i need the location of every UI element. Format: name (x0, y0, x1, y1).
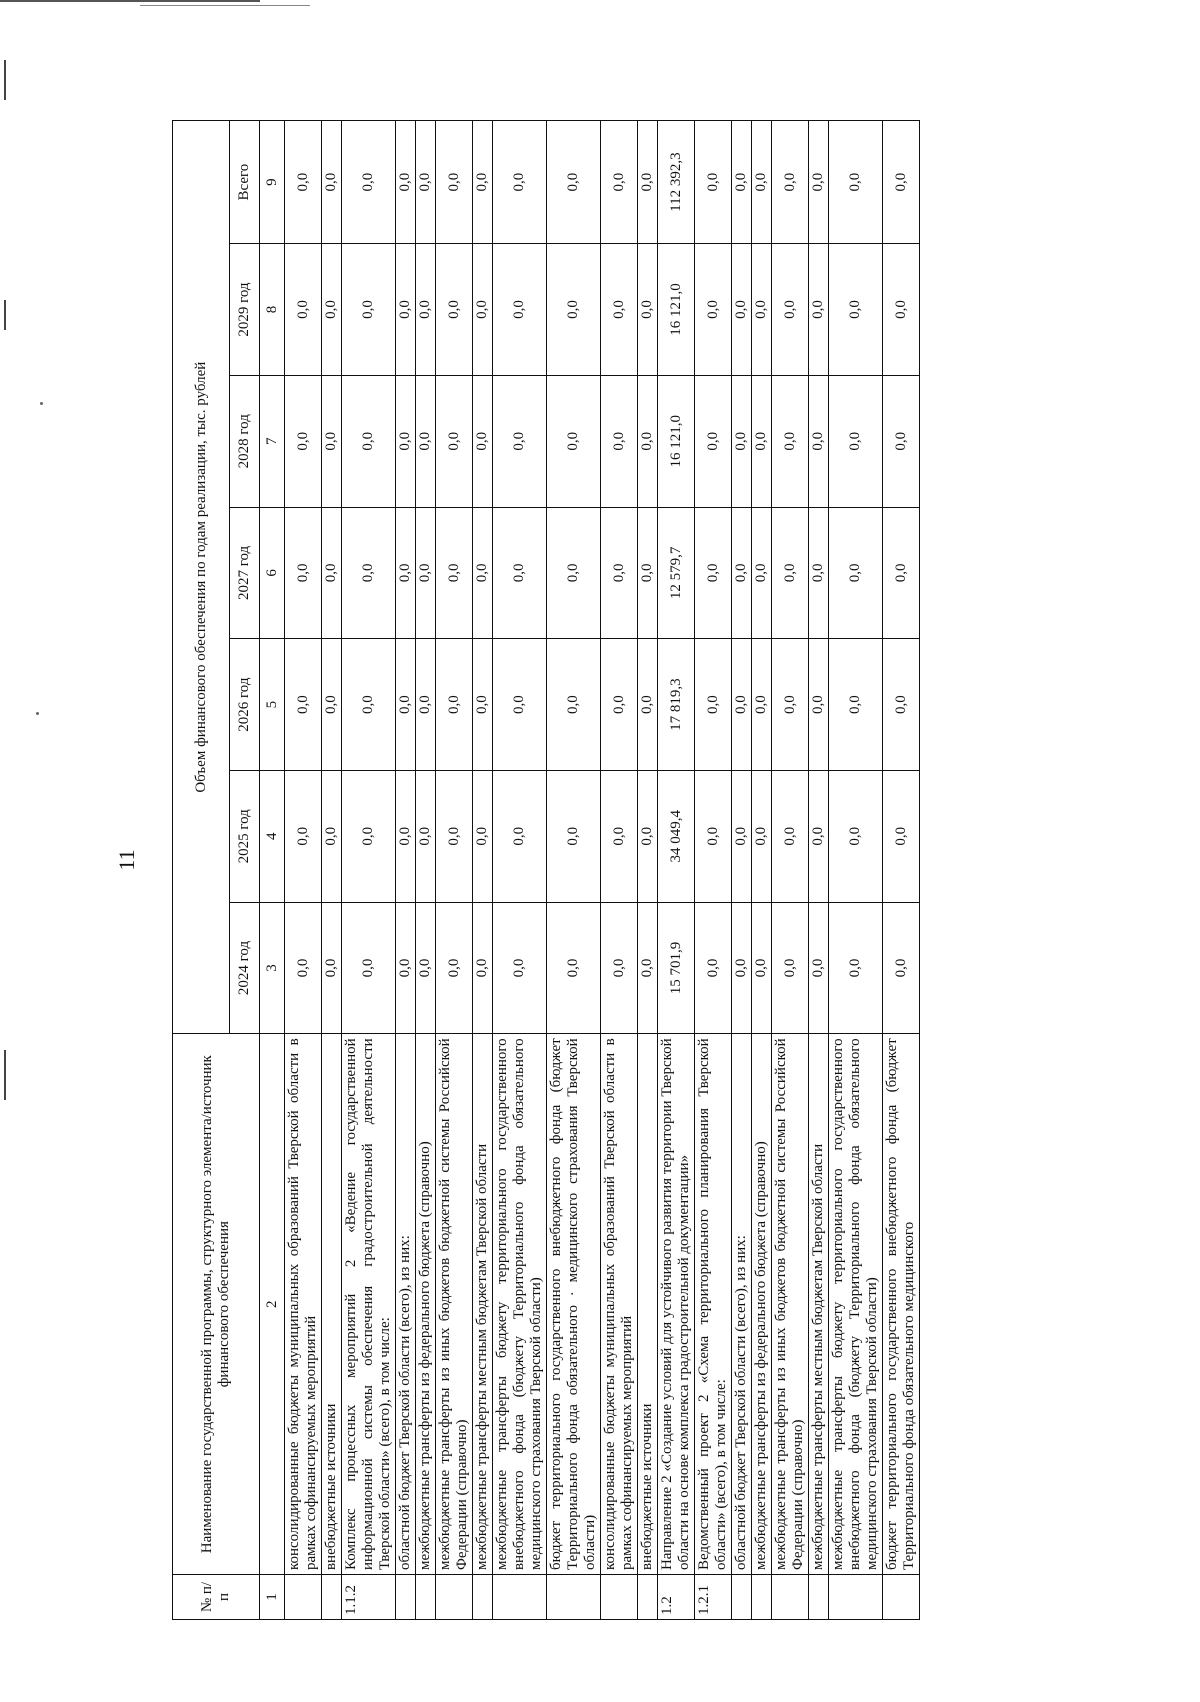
row-value: 0,0 (322, 244, 342, 376)
row-value: 0,0 (473, 244, 493, 376)
row-value: 0,0 (883, 770, 920, 902)
row-number (752, 1575, 772, 1620)
row-value: 0,0 (809, 244, 829, 376)
row-value: 0,0 (416, 902, 436, 1034)
row-number (322, 1575, 342, 1620)
row-value: 0,0 (752, 375, 772, 507)
row-number (638, 1575, 658, 1620)
row-value: 0,0 (436, 244, 473, 376)
row-value: 0,0 (601, 507, 638, 639)
header-year: 2024 год (230, 902, 260, 1034)
row-name: межбюджетные трансферты из иных бюджетов бюджетной системы Российской Федерации (справочно) (772, 1034, 809, 1575)
row-name: бюджет территориального государственного внебюджетного фонда (бюджет Территориального фонда обязательного · медицинского страхования Тверской области) (547, 1034, 601, 1575)
row-value: 0,0 (695, 375, 732, 507)
row-value: 0,0 (493, 375, 547, 507)
row-value: 0,0 (732, 121, 752, 244)
table-row (416, 121, 436, 1620)
row-value: 0,0 (285, 121, 322, 244)
row-value: 0,0 (473, 770, 493, 902)
row-number (493, 1575, 547, 1620)
row-value: 0,0 (638, 507, 658, 639)
row-value: 0,0 (752, 902, 772, 1034)
header-column-index: 9 (260, 121, 285, 244)
header-column-index: 8 (260, 244, 285, 376)
row-value: 0,0 (601, 121, 638, 244)
row-value: 0,0 (547, 121, 601, 244)
row-value: 0,0 (547, 902, 601, 1034)
row-value: 0,0 (547, 507, 601, 639)
row-value: 0,0 (809, 507, 829, 639)
row-value: 0,0 (322, 770, 342, 902)
header-year: 2026 год (230, 639, 260, 771)
row-number (883, 1575, 920, 1620)
header-year: 2025 год (230, 770, 260, 902)
row-number (547, 1575, 601, 1620)
row-value: 0,0 (342, 507, 396, 639)
table-row (772, 121, 809, 1620)
row-number (396, 1575, 416, 1620)
row-value: 0,0 (601, 375, 638, 507)
row-value: 0,0 (732, 375, 752, 507)
row-value: 0,0 (829, 121, 883, 244)
table-row (493, 121, 547, 1620)
row-value: 0,0 (829, 770, 883, 902)
row-number (809, 1575, 829, 1620)
row-number (772, 1575, 809, 1620)
row-value: 0,0 (342, 902, 396, 1034)
row-name: межбюджетные трансферты из иных бюджетов бюджетной системы Российской Федерации (справочно) (436, 1034, 473, 1575)
row-value: 0,0 (601, 770, 638, 902)
row-value: 0,0 (322, 639, 342, 771)
row-value: 0,0 (436, 770, 473, 902)
row-value: 0,0 (772, 375, 809, 507)
row-value: 15 701,9 (658, 902, 695, 1034)
table-row (658, 121, 695, 1620)
row-name: межбюджетные трансферты местным бюджетам Тверской области (473, 1034, 493, 1575)
row-value: 0,0 (436, 639, 473, 771)
row-value: 0,0 (473, 121, 493, 244)
row-number (829, 1575, 883, 1620)
row-number (416, 1575, 436, 1620)
row-value: 0,0 (809, 770, 829, 902)
row-value: 0,0 (285, 244, 322, 376)
table-row (547, 121, 601, 1620)
row-value: 0,0 (883, 639, 920, 771)
row-value: 0,0 (772, 902, 809, 1034)
row-value: 0,0 (829, 507, 883, 639)
row-number: 1.2.1 (695, 1575, 732, 1620)
header-name: Наименование государственной программы, структурного элемента/источник финансового обеспечения (173, 1034, 260, 1575)
row-value: 0,0 (473, 639, 493, 771)
row-value: 0,0 (695, 507, 732, 639)
row-value: 0,0 (732, 244, 752, 376)
row-value: 0,0 (396, 121, 416, 244)
row-value: 0,0 (342, 639, 396, 771)
row-name: областной бюджет Тверской области (всего), из них: (396, 1034, 416, 1575)
row-name: бюджет территориального государственного внебюджетного фонда (бюджет Территориального фонда обязательного медицинского (883, 1034, 920, 1575)
row-value: 0,0 (416, 639, 436, 771)
row-value: 0,0 (396, 507, 416, 639)
row-value: 0,0 (695, 121, 732, 244)
row-name: областной бюджет Тверской области (всего), из них: (732, 1034, 752, 1575)
table-row (809, 121, 829, 1620)
row-value: 0,0 (342, 770, 396, 902)
header-column-index: 5 (260, 639, 285, 771)
row-value: 0,0 (601, 244, 638, 376)
row-value: 0,0 (436, 902, 473, 1034)
row-value: 0,0 (772, 639, 809, 771)
row-name: внебюджетные источники (638, 1034, 658, 1575)
header-column-index: 7 (260, 375, 285, 507)
row-value: 0,0 (829, 375, 883, 507)
header-column-index: 2 (260, 1034, 285, 1575)
row-name: межбюджетные трансферты из федерального бюджета (справочно) (416, 1034, 436, 1575)
row-value: 0,0 (752, 507, 772, 639)
row-value: 0,0 (732, 902, 752, 1034)
row-value: 0,0 (416, 770, 436, 902)
table-row (473, 121, 493, 1620)
row-number: 1.1.2 (342, 1575, 396, 1620)
row-number (285, 1575, 322, 1620)
row-value: 0,0 (772, 244, 809, 376)
table-row (342, 121, 396, 1620)
row-value: 0,0 (342, 375, 396, 507)
row-value: 0,0 (638, 902, 658, 1034)
row-value: 0,0 (809, 639, 829, 771)
table-row (436, 121, 473, 1620)
row-value: 0,0 (772, 770, 809, 902)
header-year: 2029 год (230, 244, 260, 376)
row-value: 0,0 (638, 121, 658, 244)
table-row (285, 121, 322, 1620)
financing-table (172, 120, 920, 1620)
row-value: 0,0 (883, 507, 920, 639)
scan-speck (40, 402, 43, 405)
header-year: 2027 год (230, 507, 260, 639)
header-column-index: 1 (260, 1575, 285, 1620)
row-value: 0,0 (285, 770, 322, 902)
row-value: 0,0 (285, 902, 322, 1034)
table-row (638, 121, 658, 1620)
row-value: 0,0 (547, 770, 601, 902)
row-value: 0,0 (732, 507, 752, 639)
row-value: 34 049,4 (658, 770, 695, 902)
table-row (396, 121, 416, 1620)
row-value: 0,0 (547, 375, 601, 507)
table-row (752, 121, 772, 1620)
row-value: 0,0 (416, 244, 436, 376)
row-value: 0,0 (601, 902, 638, 1034)
row-value: 0,0 (493, 902, 547, 1034)
row-value: 0,0 (493, 770, 547, 902)
row-value: 0,0 (752, 244, 772, 376)
row-value: 0,0 (416, 375, 436, 507)
scan-edge-mark (4, 60, 6, 100)
row-value: 0,0 (473, 902, 493, 1034)
row-value: 0,0 (416, 121, 436, 244)
row-value: 0,0 (695, 770, 732, 902)
row-name: консолидированные бюджеты муниципальных образований Тверской области в рамках софинансируемых мероприятий (601, 1034, 638, 1575)
row-value: 0,0 (695, 639, 732, 771)
row-value: 0,0 (473, 507, 493, 639)
row-name: Ведомственный проект 2 «Схема территориального планирования Тверской области» (всего), в том числе: (695, 1034, 732, 1575)
row-value: 0,0 (638, 375, 658, 507)
row-value: 0,0 (322, 902, 342, 1034)
row-value: 0,0 (772, 507, 809, 639)
row-value: 0,0 (547, 244, 601, 376)
row-value: 0,0 (436, 507, 473, 639)
table-row (829, 121, 883, 1620)
row-value: 0,0 (396, 639, 416, 771)
row-name: межбюджетные трансферты из федерального бюджета (справочно) (752, 1034, 772, 1575)
row-value: 0,0 (638, 639, 658, 771)
scan-speck (36, 712, 39, 715)
row-value: 0,0 (829, 244, 883, 376)
row-value: 0,0 (322, 375, 342, 507)
header-year: Всего (230, 121, 260, 244)
row-number (601, 1575, 638, 1620)
row-number (473, 1575, 493, 1620)
row-value: 0,0 (829, 902, 883, 1034)
row-name: межбюджетные трансферты местным бюджетам Тверской области (809, 1034, 829, 1575)
row-value: 0,0 (547, 639, 601, 771)
row-value: 0,0 (883, 244, 920, 376)
row-value: 0,0 (809, 121, 829, 244)
table-row (322, 121, 342, 1620)
row-value: 0,0 (396, 244, 416, 376)
scan-edge-mark (4, 1050, 6, 1100)
row-value: 0,0 (695, 244, 732, 376)
table-row (601, 121, 638, 1620)
row-value: 0,0 (285, 375, 322, 507)
row-value: 16 121,0 (658, 244, 695, 376)
row-value: 17 819,3 (658, 639, 695, 771)
row-value: 0,0 (732, 639, 752, 771)
row-number (732, 1575, 752, 1620)
header-column-index: 4 (260, 770, 285, 902)
row-value: 0,0 (752, 121, 772, 244)
row-value: 0,0 (493, 121, 547, 244)
row-value: 0,0 (638, 770, 658, 902)
row-value: 0,0 (809, 902, 829, 1034)
table-row (883, 121, 920, 1620)
row-value: 0,0 (342, 121, 396, 244)
header-volume: Объем финансового обеспечения по годам реализации, тыс. рублей (173, 121, 230, 1034)
row-name: межбюджетные трансферты бюджету территориального государственного внебюджетного фонда (бюджету Территориального фонда обязательного медицинского страхования Тверской области) (493, 1034, 547, 1575)
row-value: 0,0 (752, 639, 772, 771)
row-value: 0,0 (396, 375, 416, 507)
row-value: 0,0 (285, 639, 322, 771)
row-value: 0,0 (416, 507, 436, 639)
row-value: 0,0 (829, 639, 883, 771)
row-value: 0,0 (396, 770, 416, 902)
row-number (436, 1575, 473, 1620)
row-name: Комплекс процессных мероприятий 2 «Ведение государственной информационной системы обеспечения градостроительной деятельности Тверской области» (всего), в том числе: (342, 1034, 396, 1575)
row-value: 0,0 (322, 121, 342, 244)
scan-artifact-top (140, 5, 310, 6)
row-value: 0,0 (752, 770, 772, 902)
row-value: 0,0 (883, 121, 920, 244)
row-value: 0,0 (342, 244, 396, 376)
row-number: 1.2 (658, 1575, 695, 1620)
row-name: межбюджетные трансферты бюджету территориального государственного внебюджетного фонда (бюджету Территориального фонда обязательного медицинского страхования Тверской области) (829, 1034, 883, 1575)
row-value: 16 121,0 (658, 375, 695, 507)
row-value: 0,0 (493, 507, 547, 639)
row-value: 0,0 (493, 244, 547, 376)
scan-artifact-top (0, 0, 260, 2)
row-value: 0,0 (493, 639, 547, 771)
row-name: Направление 2 «Создание условий для устойчивого развития территории Тверской области на основе комплекса градостроительной документации» (658, 1034, 695, 1575)
row-value: 0,0 (883, 375, 920, 507)
row-value: 0,0 (601, 639, 638, 771)
row-value: 0,0 (396, 902, 416, 1034)
header-column-index: 3 (260, 902, 285, 1034)
header-number: № п/п (173, 1575, 260, 1620)
scan-edge-mark (4, 300, 6, 330)
row-value: 0,0 (883, 902, 920, 1034)
header-year: 2028 год (230, 375, 260, 507)
row-value: 0,0 (473, 375, 493, 507)
row-value: 0,0 (436, 375, 473, 507)
table-row (695, 121, 732, 1620)
row-value: 112 392,3 (658, 121, 695, 244)
row-value: 0,0 (809, 375, 829, 507)
row-name: консолидированные бюджеты муниципальных образований Тверской области в рамках софинансируемых мероприятий (285, 1034, 322, 1575)
row-name: внебюджетные источники (322, 1034, 342, 1575)
row-value: 0,0 (285, 507, 322, 639)
page-number: 11 (114, 849, 139, 871)
rotated-table-container (172, 120, 1112, 1620)
header-column-index: 6 (260, 507, 285, 639)
row-value: 0,0 (436, 121, 473, 244)
row-value: 12 579,7 (658, 507, 695, 639)
row-value: 0,0 (322, 507, 342, 639)
row-value: 0,0 (772, 121, 809, 244)
row-value: 0,0 (732, 770, 752, 902)
row-value: 0,0 (695, 902, 732, 1034)
table-row (732, 121, 752, 1620)
row-value: 0,0 (638, 244, 658, 376)
